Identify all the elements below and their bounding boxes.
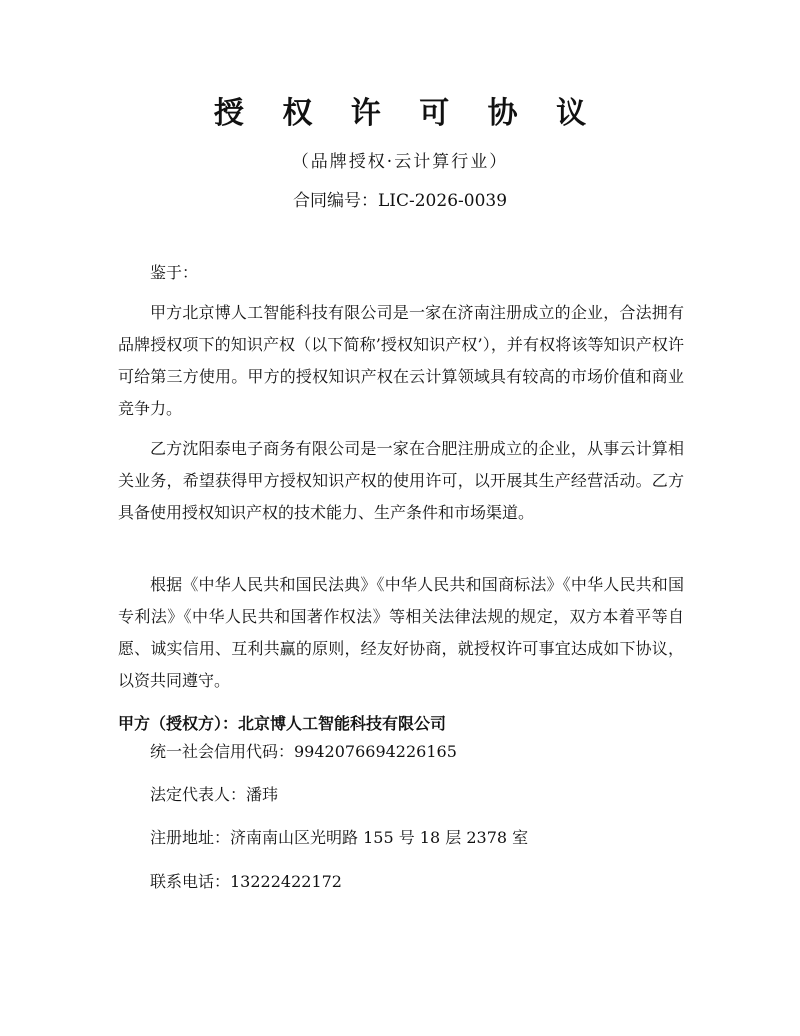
paragraph-party-b-intro bbox=[118, 433, 684, 529]
paragraph-text: 甲方北京博人工智能科技有限公司是一家在济南注册成立的企业，合法拥有品牌授权项下的知识产权（以下简称’授权知识产权’），并有权将该等知识产权许可给第三方使用。甲方的授权知识产权在云计算领域具有较高的市场价值和商业竞争力。 bbox=[118, 303, 684, 418]
paragraph-party-a-intro bbox=[118, 297, 684, 425]
paragraph-legal-basis bbox=[118, 569, 684, 697]
party-a-heading: 甲方（授权方）：北京博人工智能科技有限公司 bbox=[118, 714, 447, 733]
whereas-section bbox=[118, 257, 684, 289]
party-a-phone: 联系电话：13222422172 bbox=[150, 872, 342, 891]
party-a-credit-code: 统一社会信用代码：9942076694226165 bbox=[150, 742, 457, 761]
paragraph-text: 乙方沈阳泰电子商务有限公司是一家在合肥注册成立的企业，从事云计算相关业务，希望获得甲方授权知识产权的使用许可，以开展其生产经营活动。乙方具备使用授权知识产权的技术能力、生产条件和市场渠道。 bbox=[118, 439, 684, 522]
document-subtitle: （品牌授权·云计算行业） bbox=[291, 152, 509, 172]
whereas-label: 鉴于： bbox=[150, 263, 199, 282]
party-a-legal-representative: 法定代表人：潘玮 bbox=[150, 785, 279, 804]
paragraph-text: 根据《中华人民共和国民法典》《中华人民共和国商标法》《中华人民共和国专利法》《中华人民共和国著作权法》等相关法律法规的规定，双方本着平等自愿、诚实信用、互利共赢的原则，经友好协商，就授权许可事宜达成如下协议，以资共同遵守。 bbox=[118, 575, 684, 690]
document-title: 授 权 许 可 协 议 bbox=[213, 96, 601, 131]
contract-number: 合同编号：LIC-2026-0039 bbox=[292, 191, 508, 211]
party-a-address: 注册地址：济南南山区光明路 155 号 18 层 2378 室 bbox=[150, 828, 529, 847]
